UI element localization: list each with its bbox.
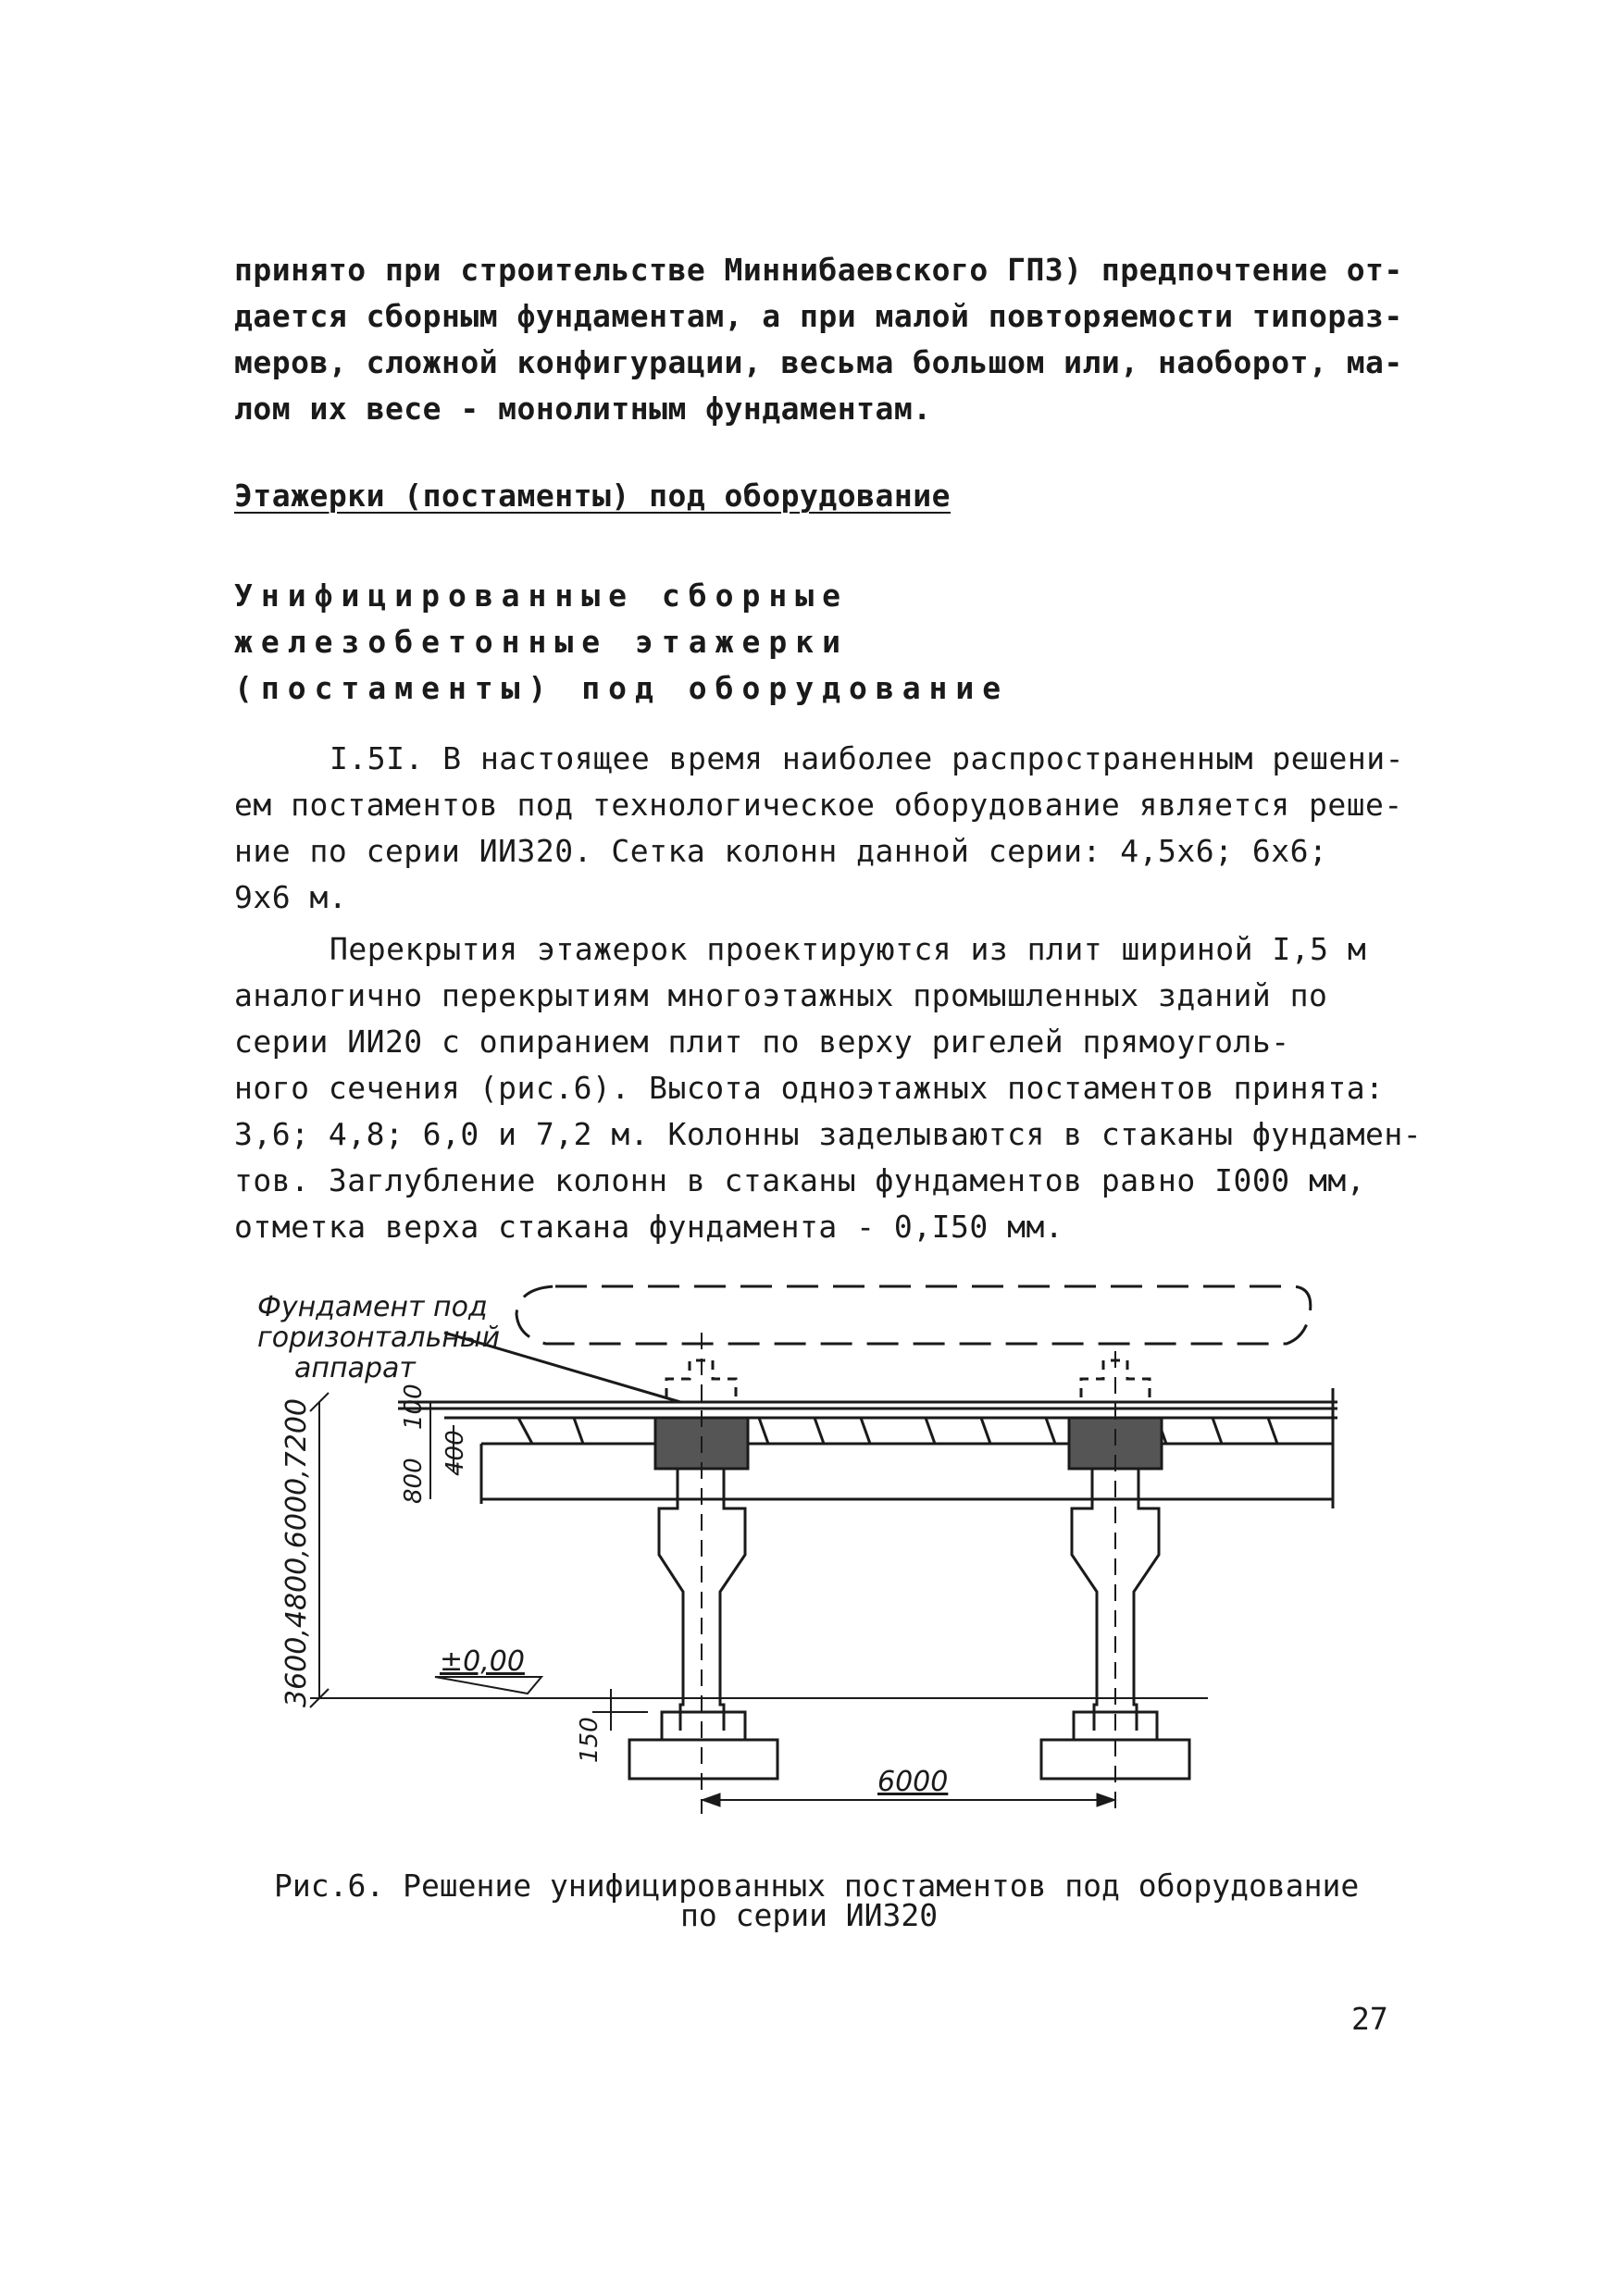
paragraph-3-line-3: серии ИИ20 с опиранием плит по верху ригелей прямоуголь- — [234, 1024, 1290, 1060]
paragraph-1-line-2: дается сборным фундаментам, а при малой повторяемости типораз- — [234, 298, 1403, 334]
paragraph-2-line-3: ние по серии ИИ320. Сетка колонн данной серии: 4,5х6; 6х6; — [234, 833, 1328, 869]
paragraph-3-line-5: 3,6; 4,8; 6,0 и 7,2 м. Колонны заделываются в стаканы фундамен- — [234, 1116, 1423, 1152]
span-dimension-label: 6000 — [877, 1766, 949, 1798]
paragraph-2-line-4: 9х6 м. — [234, 879, 348, 915]
left-footing-upper — [662, 1712, 745, 1740]
paragraph-3-line-2: аналогично перекрытиям многоэтажных промышленных зданий по — [234, 977, 1328, 1013]
figure-caption-line-2: по серии ИИ320 — [680, 1897, 939, 1933]
section-heading: Этажерки (постаменты) под оборудование — [234, 478, 951, 514]
dim-100-label: 100 — [400, 1384, 428, 1430]
figure-caption-line-1: Рис.6. Решение унифицированных постаментов под оборудование — [274, 1868, 1360, 1904]
dim-150-label: 150 — [576, 1717, 603, 1763]
equipment-outline — [516, 1286, 1311, 1344]
height-dimension-label: 3600,4800,6000,7200 — [280, 1398, 313, 1707]
spaced-title-line-1: Унифицированные сборные — [234, 577, 849, 614]
left-footing-lower — [629, 1740, 777, 1779]
spaced-title-line-2: железобетонные этажерки — [234, 624, 849, 660]
equipment-label-line-1: Фундамент под — [257, 1291, 488, 1323]
equipment-label-line-3: аппарат — [294, 1352, 416, 1384]
paragraph-3-line-4: ного сечения (рис.6). Высота одноэтажных постаментов принята: — [234, 1070, 1385, 1106]
equipment-label-line-2: горизонтальный — [257, 1322, 501, 1354]
paragraph-2-line-1: I.5I. В настоящее время наиболее распространенным решени- — [330, 740, 1404, 776]
paragraph-1-line-1: принято при строительстве Миннибаевского ГПЗ) предпочтение от- — [234, 252, 1403, 288]
page-number: 27 — [1351, 2001, 1388, 2037]
paragraph-3-line-7: отметка верха стакана фундамента - 0,I50 мм. — [234, 1209, 1064, 1245]
paragraph-1-line-3: меров, сложной конфигурации, весьма большом или, наоборот, ма- — [234, 344, 1403, 380]
dim-400-label: 400 — [442, 1430, 469, 1476]
level-marker — [435, 1677, 541, 1694]
paragraph-2-line-2: ем постаментов под технологическое оборудование является реше- — [234, 787, 1403, 823]
paragraph-3-line-1: Перекрытия этажерок проектируются из плит шириной I,5 м — [330, 931, 1367, 967]
level-zero-label: ±0,00 — [440, 1645, 525, 1678]
paragraph-3-line-6: тов. Заглубление колонн в стаканы фундаментов равно I000 мм, — [234, 1162, 1366, 1198]
slab-ribs — [518, 1418, 1277, 1444]
spaced-title-line-3: (постаменты) под оборудование — [234, 670, 1010, 706]
dim-800-label: 800 — [400, 1458, 428, 1504]
paragraph-1-line-4: лом их весе - монолитным фундаментам. — [234, 391, 932, 427]
